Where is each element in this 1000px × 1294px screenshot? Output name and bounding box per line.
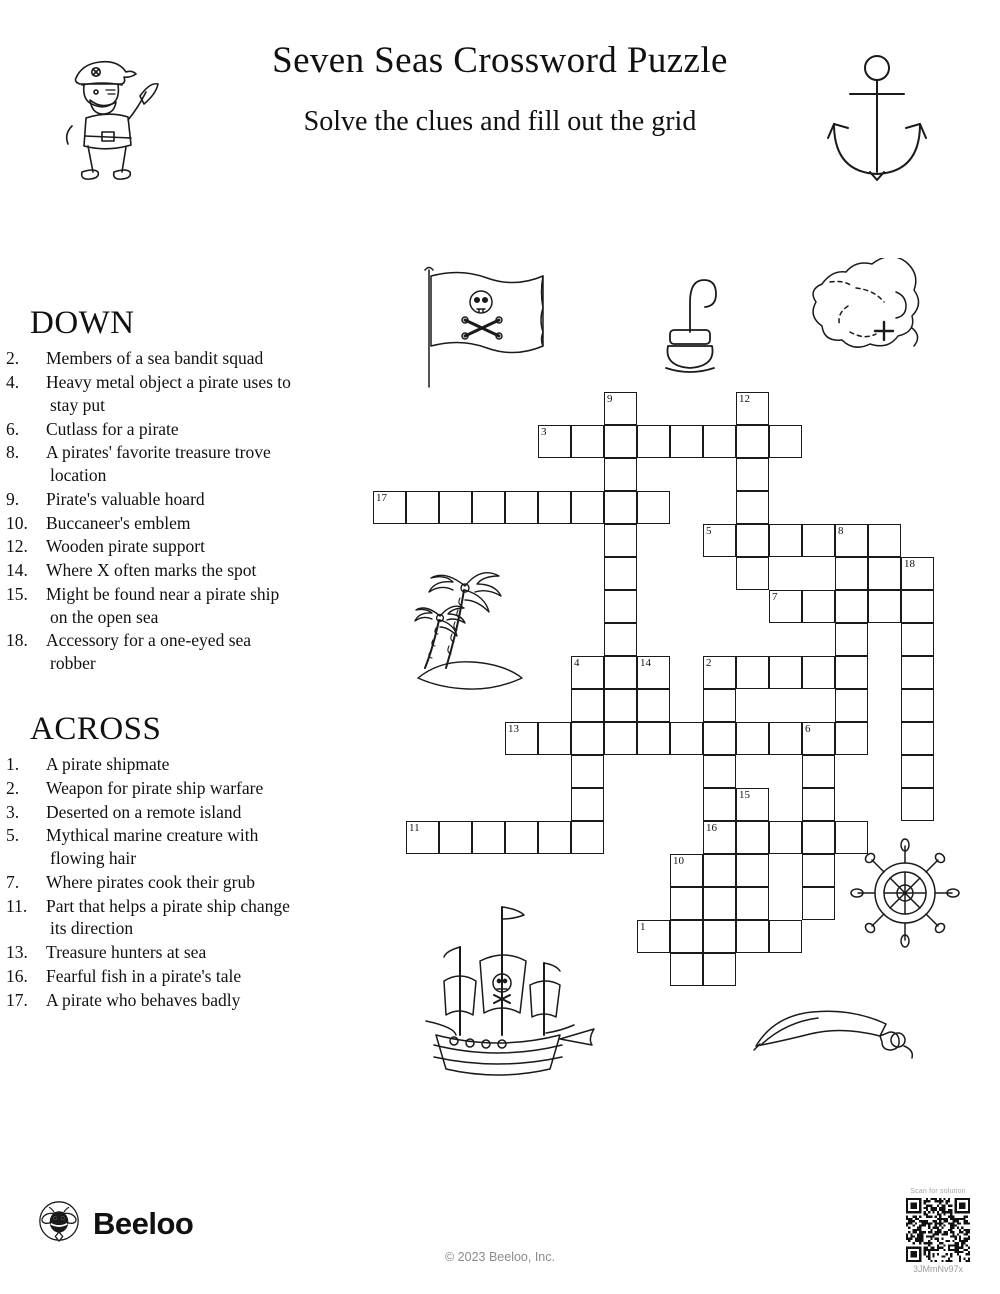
grid-cell[interactable]: [637, 425, 670, 458]
grid-cell[interactable]: [703, 425, 736, 458]
across-clue-number: 2.: [6, 777, 20, 798]
grid-cell-numbered-7[interactable]: [769, 590, 802, 623]
grid-cell-number: 5: [706, 525, 712, 537]
grid-cell[interactable]: [769, 425, 802, 458]
grid-cell[interactable]: [571, 425, 604, 458]
grid-cell[interactable]: [604, 689, 637, 722]
grid-cell-numbered-4[interactable]: [571, 656, 604, 689]
grid-cell[interactable]: [769, 524, 802, 557]
grid-cell[interactable]: [868, 557, 901, 590]
grid-cell[interactable]: [439, 821, 472, 854]
grid-cell[interactable]: [802, 887, 835, 920]
grid-cell[interactable]: [406, 491, 439, 524]
grid-cell-numbered-13[interactable]: [505, 722, 538, 755]
grid-cell[interactable]: [670, 722, 703, 755]
grid-cell[interactable]: [835, 623, 868, 656]
grid-cell[interactable]: [604, 491, 637, 524]
grid-cell-numbered-2[interactable]: [703, 656, 736, 689]
grid-cell[interactable]: [901, 689, 934, 722]
grid-cell[interactable]: [736, 425, 769, 458]
grid-cell[interactable]: [604, 656, 637, 689]
down-clue-number: 18.: [6, 630, 28, 651]
grid-cell[interactable]: [604, 524, 637, 557]
across-clue-text: A pirate shipmate: [46, 754, 170, 775]
grid-cell[interactable]: [736, 854, 769, 887]
grid-cell-number: 3: [541, 426, 547, 438]
grid-cell[interactable]: [901, 755, 934, 788]
across-clue-text: Where pirates cook their grub: [46, 871, 255, 892]
down-clue-text: Where X often marks the spot: [46, 560, 257, 581]
across-clue-number: 13.: [6, 942, 28, 963]
grid-cell[interactable]: [835, 557, 868, 590]
grid-cell-numbered-15[interactable]: [736, 788, 769, 821]
down-clue-number: 12.: [6, 536, 28, 557]
down-clue-text: Wooden pirate support: [46, 536, 205, 557]
grid-cell[interactable]: [736, 722, 769, 755]
grid-cell-numbered-6[interactable]: [802, 722, 835, 755]
beeloo-bee-logo-icon: [38, 1200, 80, 1247]
grid-cell[interactable]: [604, 458, 637, 491]
grid-cell[interactable]: [736, 887, 769, 920]
grid-cell-number: 18: [904, 558, 915, 570]
grid-cell[interactable]: [868, 590, 901, 623]
across-clue-number: 11.: [6, 895, 28, 916]
grid-cell[interactable]: [472, 491, 505, 524]
grid-cell[interactable]: [703, 953, 736, 986]
grid-cell-number: 11: [409, 822, 420, 834]
page-title: Seven Seas Crossword Puzzle: [272, 40, 728, 81]
down-clue-number: 6.: [6, 418, 20, 439]
grid-cell[interactable]: [703, 689, 736, 722]
grid-cell-numbered-1[interactable]: [637, 920, 670, 953]
grid-cell[interactable]: [901, 656, 934, 689]
grid-cell-number: 7: [772, 591, 778, 603]
brand-name: Beeloo: [93, 1205, 194, 1241]
grid-cell[interactable]: [604, 557, 637, 590]
grid-cell-numbered-17[interactable]: [373, 491, 406, 524]
grid-cell[interactable]: [769, 821, 802, 854]
grid-cell[interactable]: [736, 491, 769, 524]
grid-cell[interactable]: [769, 722, 802, 755]
grid-cell[interactable]: [571, 722, 604, 755]
grid-cell[interactable]: [703, 788, 736, 821]
grid-cell-number: 12: [739, 393, 750, 405]
down-clue-number: 2.: [6, 348, 20, 369]
grid-cell-number: 4: [574, 657, 580, 669]
grid-cell-number: 16: [706, 822, 717, 834]
down-clue-number: 9.: [6, 488, 20, 509]
grid-cell[interactable]: [736, 524, 769, 557]
treasure-map-icon: [800, 258, 950, 388]
cutlass-sword-icon: [748, 1002, 928, 1062]
down-clue-number: 8.: [6, 442, 20, 463]
grid-cell[interactable]: [439, 491, 472, 524]
qr-id: 3JMmNv97x: [912, 1264, 963, 1274]
grid-cell[interactable]: [736, 821, 769, 854]
qr-label: Scan for solution: [910, 1188, 966, 1195]
grid-cell[interactable]: [637, 491, 670, 524]
grid-cell-numbered-8[interactable]: [835, 524, 868, 557]
grid-cell[interactable]: [604, 590, 637, 623]
hook-icon: [640, 262, 740, 382]
grid-cell[interactable]: [637, 722, 670, 755]
grid-cell[interactable]: [604, 425, 637, 458]
down-clue-text: Members of a sea bandit squad: [46, 348, 264, 369]
grid-cell[interactable]: [571, 788, 604, 821]
across-clue-number: 1.: [6, 754, 20, 775]
down-clue-text: Accessory for a one-eyed sea robber: [46, 630, 252, 674]
grid-cell[interactable]: [835, 722, 868, 755]
grid-cell[interactable]: [472, 821, 505, 854]
down-heading: DOWN: [30, 305, 135, 341]
grid-cell[interactable]: [670, 920, 703, 953]
pirate-ship-icon: [398, 885, 608, 1085]
grid-cell-number: 10: [673, 855, 684, 867]
across-clue-text: Weapon for pirate ship warfare: [46, 777, 264, 798]
grid-cell[interactable]: [703, 920, 736, 953]
page-subtitle: Solve the clues and fill out the grid: [303, 105, 697, 137]
grid-cell[interactable]: [571, 491, 604, 524]
grid-cell[interactable]: [802, 590, 835, 623]
grid-cell[interactable]: [802, 755, 835, 788]
grid-cell[interactable]: [670, 425, 703, 458]
down-clue-text: Heavy metal object a pirate uses to stay put: [46, 372, 291, 415]
across-heading: ACROSS: [30, 710, 162, 747]
grid-cell-numbered-3[interactable]: [538, 425, 571, 458]
grid-cell[interactable]: [769, 656, 802, 689]
grid-cell[interactable]: [769, 920, 802, 953]
grid-cell-number: 6: [805, 723, 811, 735]
grid-cell[interactable]: [571, 821, 604, 854]
grid-cell-numbered-12[interactable]: [736, 392, 769, 425]
across-clue-number: 17.: [6, 989, 28, 1010]
ships-wheel-icon: [850, 838, 960, 948]
grid-cell[interactable]: [802, 788, 835, 821]
grid-cell[interactable]: [703, 722, 736, 755]
down-clue-text: Buccaneer's emblem: [46, 512, 191, 533]
grid-cell[interactable]: [538, 491, 571, 524]
grid-cell[interactable]: [901, 590, 934, 623]
grid-cell[interactable]: [835, 689, 868, 722]
grid-cell[interactable]: [835, 590, 868, 623]
qr-code-icon[interactable]: [906, 1198, 970, 1262]
across-clue-text: A pirate who behaves badly: [46, 989, 241, 1010]
grid-cell[interactable]: [505, 821, 538, 854]
grid-cell[interactable]: [670, 887, 703, 920]
down-clue-number: 10.: [6, 512, 28, 533]
grid-cell[interactable]: [736, 920, 769, 953]
grid-cell-number: 9: [607, 393, 613, 405]
grid-cell[interactable]: [670, 953, 703, 986]
grid-cell[interactable]: [637, 689, 670, 722]
across-clue-number: 3.: [6, 801, 20, 822]
qr-block[interactable]: [898, 1188, 978, 1274]
grid-cell[interactable]: [703, 755, 736, 788]
grid-cell[interactable]: [802, 821, 835, 854]
grid-cell-numbered-16[interactable]: [703, 821, 736, 854]
grid-cell[interactable]: [538, 722, 571, 755]
grid-cell[interactable]: [901, 788, 934, 821]
grid-cell[interactable]: [703, 854, 736, 887]
across-clue-text: Treasure hunters at sea: [46, 942, 207, 963]
down-clue-number: 15.: [6, 583, 28, 604]
grid-cell-number: 14: [640, 657, 651, 669]
across-clue-text: Mythical marine creature with flowing hair: [46, 825, 259, 869]
across-clue-text: Fearful fish in a pirate's tale: [46, 965, 242, 986]
grid-cell[interactable]: [901, 722, 934, 755]
down-clue-text: Cutlass for a pirate: [46, 418, 179, 439]
grid-cell[interactable]: [571, 755, 604, 788]
copyright-text: © 2023 Beeloo, Inc.: [445, 1250, 555, 1264]
grid-cell[interactable]: [571, 689, 604, 722]
down-clue-text: A pirates' favorite treasure trove location: [46, 442, 271, 486]
page-footer: [0, 1190, 1000, 1290]
grid-cell-numbered-18[interactable]: [901, 557, 934, 590]
down-clue-text: Might be found near a pirate ship on the open sea: [46, 583, 280, 627]
grid-cell[interactable]: [901, 623, 934, 656]
grid-cell[interactable]: [703, 887, 736, 920]
grid-cell-number: 2: [706, 657, 712, 669]
grid-cell-number: 17: [376, 492, 387, 504]
grid-cell[interactable]: [736, 557, 769, 590]
grid-cell-numbered-14[interactable]: [637, 656, 670, 689]
grid-cell[interactable]: [802, 854, 835, 887]
grid-cell[interactable]: [604, 623, 637, 656]
grid-cell-numbered-9[interactable]: [604, 392, 637, 425]
down-clue-text: Pirate's valuable hoard: [46, 488, 205, 509]
grid-cell[interactable]: [736, 656, 769, 689]
grid-cell[interactable]: [868, 524, 901, 557]
grid-cell[interactable]: [802, 656, 835, 689]
grid-cell-number: 15: [739, 789, 750, 801]
pirate-flag-icon: [415, 262, 575, 392]
grid-cell[interactable]: [835, 656, 868, 689]
grid-cell[interactable]: [736, 458, 769, 491]
across-clue-text: Deserted on a remote island: [46, 801, 242, 822]
beeloo-brand: [38, 1200, 193, 1247]
across-clue-number: 5.: [6, 825, 20, 846]
grid-cell[interactable]: [538, 821, 571, 854]
across-clue-number: 16.: [6, 965, 28, 986]
across-clue-number: 7.: [6, 871, 20, 892]
across-clue-text: Part that helps a pirate ship change its direction: [46, 895, 290, 939]
palm-island-icon: [398, 548, 548, 698]
grid-cell-numbered-10[interactable]: [670, 854, 703, 887]
down-clue-number: 4.: [6, 372, 20, 393]
grid-cell-numbered-5[interactable]: [703, 524, 736, 557]
grid-cell-number: 8: [838, 525, 844, 537]
grid-cell-number: 13: [508, 723, 519, 735]
grid-cell[interactable]: [802, 524, 835, 557]
grid-cell[interactable]: [604, 722, 637, 755]
down-clue-number: 14.: [6, 560, 28, 581]
grid-cell[interactable]: [505, 491, 538, 524]
grid-cell-number: 1: [640, 921, 646, 933]
grid-cell-numbered-11[interactable]: [406, 821, 439, 854]
